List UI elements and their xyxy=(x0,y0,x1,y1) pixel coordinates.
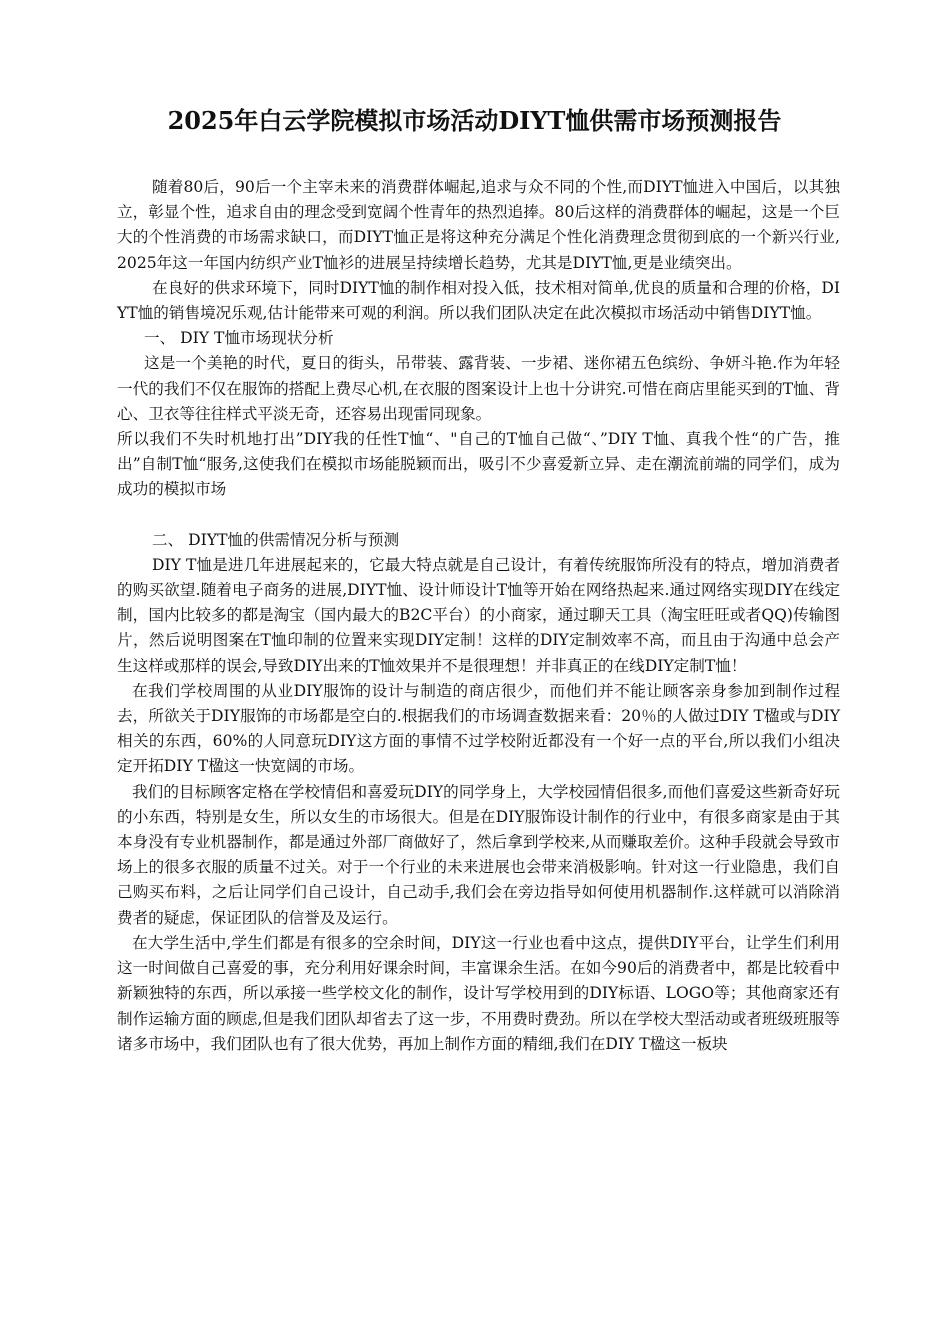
blank-line xyxy=(117,503,840,528)
paragraph-promotion: 所以我们不失时机地打出”DIY我的任性T恤“、"自己的T恤自己做“、”DIY T恤、真我个性“的广告，推出”自制T恤“服务,这使我们在模拟市场能脱颖而出，吸引不少喜爱新立异、走在潮流前端的同学们，成为成功的模拟市场 xyxy=(117,430,840,499)
paragraph-target-customers: 我们的目标顾客定格在学校情侣和喜爱玩DIY的同学身上，大学校园情侣很多,而他们喜爱这些新奇好玩的小东西，特别是女生，所以女生的市场很大。但是在DIY服饰设计制作的行业中，有很多商家是由于其本身没有专业机器制作，都是通过外部厂商做好了，然后拿到学校来,从而赚取差价。这种手段就会导致市场上的很多衣服的质量不过关。对于一个行业的未来进展也会带来消极影响。针对这一行业隐患，我们自己购买布料，之后让同学们自己设计，自己动手,我们会在旁边指导如何使用机器制作.这样就可以消除消费者的疑虑，保证团队的信誉及及运行。 xyxy=(117,782,840,927)
section-heading-1: 一、 DIY T恤市场现状分析 xyxy=(144,329,334,348)
paragraph-intro: 随着80后，90后一个主宰未来的消费群体崛起,追求与众不同的个性,而DIYT恤进入中国后，以其独立，彰显个性，追求自由的理念受到宽阔个性青年的热烈追捧。80后这样的消费群体的崛起，这是一个巨大的个性消费的市场需求缺口，而DIYT恤正是将这种充分满足个性化消费理念贯彻到底的一个新兴行业, 2025年这一年国内纺织产业T恤衫的进展呈持续增长趋势，尤其是DIYT恤,更是业绩突出。 xyxy=(117,178,840,272)
paragraph-supply-environment: 在良好的供求环境下，同时DIYT恤的制作相对投入低，技术相对简单,优良的质量和合理的价格，DIYT恤的销售境况乐观,估计能带来可观的利润。所以我们团队决定在此次模拟市场活动中销售DIYT恤。 xyxy=(117,278,840,323)
document-body xyxy=(117,175,840,1057)
paragraph-market-status: 这是一个美艳的时代，夏日的街头，吊带装、露背装、一步裙、迷你裙五色缤纷、争妍斗艳.作为年轻一代的我们不仅在服饰的搭配上费尽心机,在衣服的图案设计上也十分讲究.可惜在商店里能买到的T恤、背心、卫衣等往往样式平淡无奇，还容易出现雷同现象。 xyxy=(117,354,840,423)
paragraph-diy-development: DIY T恤是进几年进展起来的，它最大特点就是自己设计，有着传统服饰所没有的特点，增加消费者的购买欲望.随着电子商务的进展,DIYT恤、设计师设计T恤等开始在网络热起来.通过网络实现DIY在线定制，国内比较多的都是淘宝（国内最大的B2C平台）的小商家，通过聊天工具（淘宝旺旺或者QQ)传输图片，然后说明图案在T恤印制的位置来实现DIY定制！这样的DIY定制效率不高，而且由于沟通中总会产生这样或那样的误会,导致DIY出来的T恤效果并不是很理想！并非真正的在线DIY定制T恤！ xyxy=(117,555,840,675)
paragraph-campus-advantage: 在大学生活中,学生们都是有很多的空余时间，DIY这一行业也看中这点，提供DIY平台，让学生们利用这一时间做自己喜爱的事，充分利用好课余时间，丰富课余生活。在如今90后的消费者中，都是比较看中新颖独特的东西，所以承接一些学校文化的制作，设计写学校用到的DIY标语、LOGO等；其他商家还有制作运输方面的顾虑,但是我们团队却省去了这一步，不用费时费劲。所以在学校大型活动或者班级班服等诸多市场中，我们团队也有了很大优势，再加上制作方面的精细,我们在DIY T楹这一板块 xyxy=(117,933,840,1053)
section-heading-2: 二、 DIYT恤的供需情况分析与预测 xyxy=(152,530,400,549)
document-title: 2025年白云学院模拟市场活动DIYT恤供需市场预测报告 xyxy=(167,106,782,135)
paragraph-local-market: 在我们学校周围的从业DIY服饰的设计与制造的商店很少，而他们并不能让顾客亲身参加到制作过程去，所欲关于DIY服饰的市场都是空白的.根据我们的市场调查数据来看：20％的人做过DIY T楹或与DIY相关的东西，60%的人同意玩DIY这方面的事情不过学校附近都没有一个好一点的平台,所以我们小组决定开拓DIY T楹这一快宽阔的市场。 xyxy=(117,681,840,776)
